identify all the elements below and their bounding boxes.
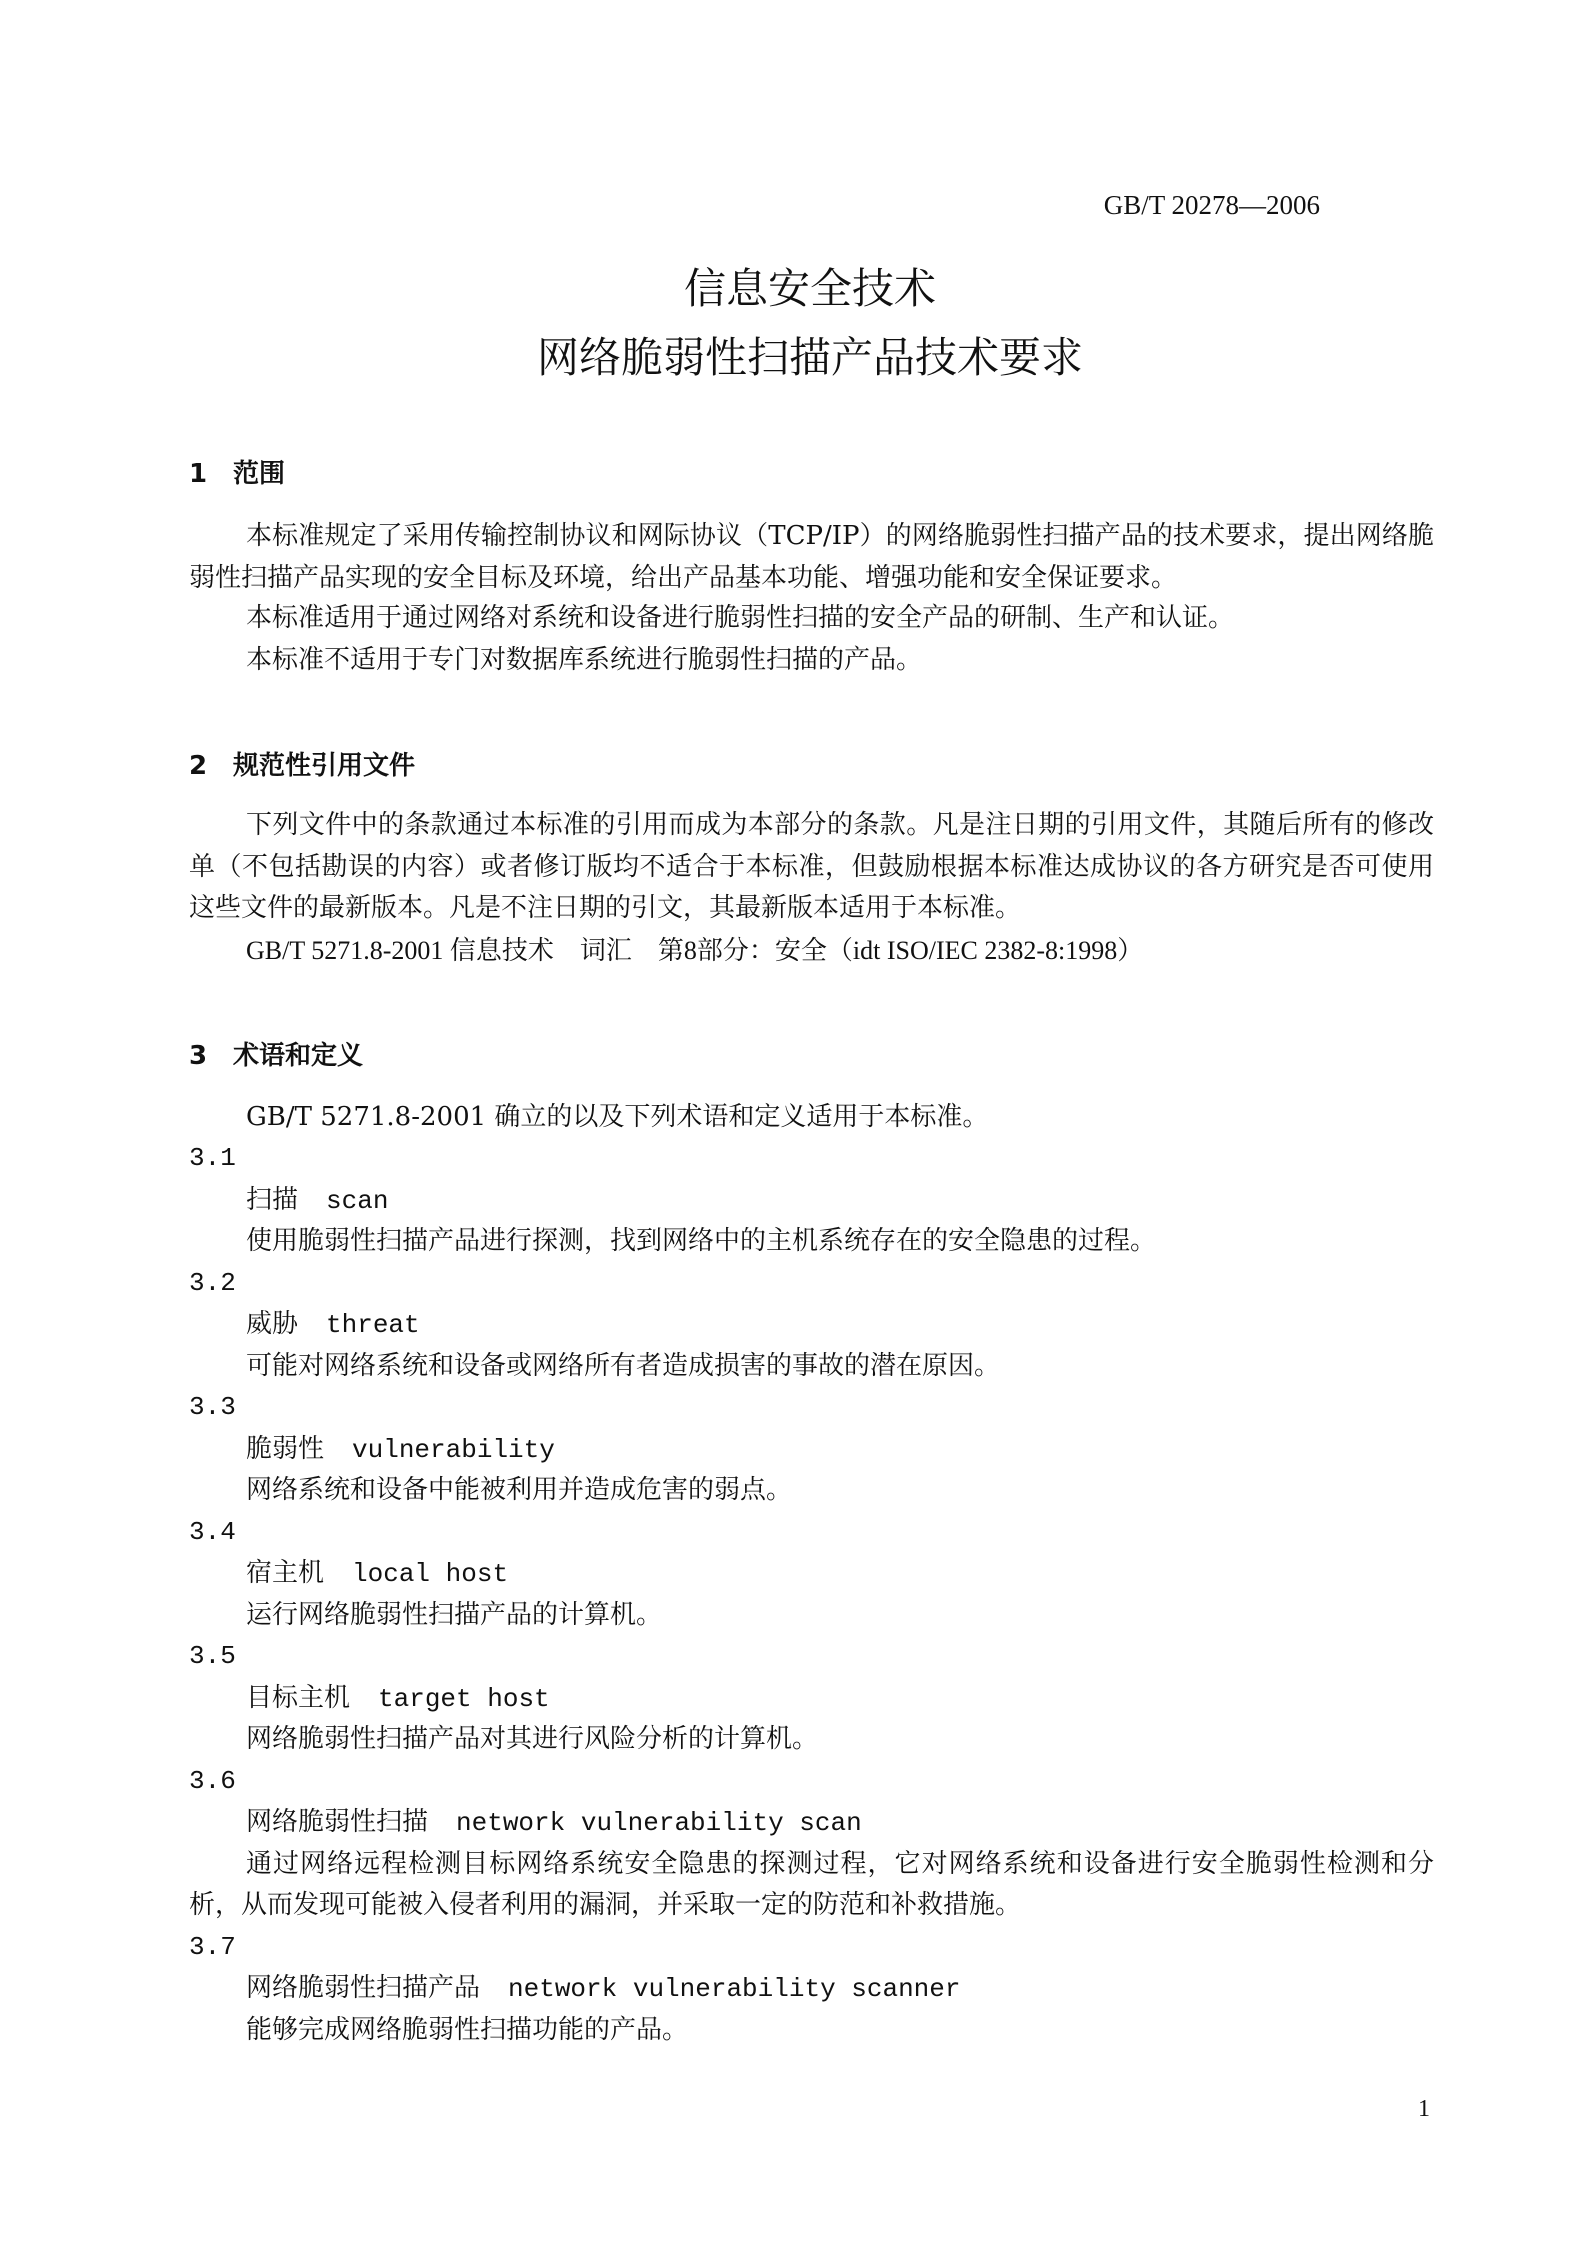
- term-zh: 宿主机: [246, 1558, 325, 1588]
- term-number: 3.2: [189, 1267, 236, 1298]
- term-zh: 目标主机: [246, 1682, 351, 1713]
- term-zh: 扫描: [246, 1184, 299, 1215]
- paragraph: 下列文件中的条款通过本标准的引用而成为本部分的条款。凡是注日期的引用文件，其随后所有的修改单（不包括勘误的内容）或者修订版均不适合于本标准，但鼓励根据本标准达成协议的各方研究是否可使用这些文件的最新版本。凡是不注日期的引文，其最新版本适用于本标准。: [189, 810, 1434, 923]
- section-1-heading: [189, 454, 285, 494]
- term-zh: 网络脆弱性扫描产品: [246, 1973, 481, 2003]
- term-name: [246, 1802, 862, 1845]
- paragraph: 本标准适用于通过网络对系统和设备进行脆弱性扫描的安全产品的研制、生产和认证。: [246, 603, 1235, 633]
- term-definition: 运行网络脆弱性扫描产品的计算机。: [246, 1599, 663, 1630]
- section-number: 2: [189, 751, 208, 781]
- paragraph: 本标准规定了采用传输控制协议和网际协议（TCP/IP）的网络脆弱性扫描产品的技术要求，提出网络脆弱性扫描产品实现的安全目标及环境，给出产品基本功能、增强功能和安全保证要求。: [189, 521, 1434, 593]
- title-line-1: 信息安全技术: [683, 264, 936, 313]
- term-zh: 威胁: [246, 1309, 299, 1339]
- term-number: 3.4: [189, 1516, 236, 1547]
- term-definition: 使用脆弱性扫描产品进行探测，找到网络中的主机系统存在的安全隐患的过程。: [246, 1226, 1157, 1256]
- term-en: vulnerability: [352, 1434, 555, 1465]
- section-3-heading: [189, 1036, 363, 1076]
- page-number: 1: [1418, 2096, 1430, 2122]
- section-number: 3: [189, 1041, 208, 1071]
- section-2-heading: [189, 746, 415, 786]
- terms-intro: GB/T 5271.8-2001 确立的以及下列术语和定义适用于本标准。: [246, 1102, 989, 1132]
- term-en: scan: [326, 1185, 389, 1216]
- section-title: 术语和定义: [233, 1041, 364, 1071]
- term-name: [246, 1968, 961, 2011]
- term-definition: 通过网络远程检测目标网络系统安全隐患的探测过程，它对网络系统和设备进行安全脆弱性检测和分析，从而发现可能被入侵者利用的漏洞，并采取一定的防范和补救措施。: [189, 1848, 1434, 1920]
- term-name: [246, 1304, 420, 1347]
- term-en: target host: [378, 1683, 550, 1714]
- term-definition: 网络脆弱性扫描产品对其进行风险分析的计算机。: [246, 1724, 819, 1754]
- section-title: 规范性引用文件: [233, 751, 416, 781]
- term-en: network vulnerability scan: [456, 1808, 862, 1838]
- term-name: [246, 1553, 508, 1596]
- term-number: 3.3: [189, 1392, 236, 1422]
- normative-reference: GB/T 5271.8-2001 信息技术 词汇 第8部分：安全（idt ISO/IEC 2382-8:1998）: [246, 936, 1144, 965]
- term-en: threat: [326, 1310, 420, 1340]
- term-name: [246, 1678, 550, 1721]
- term-number: 3.7: [189, 1931, 236, 1962]
- term-number: 3.5: [189, 1641, 236, 1671]
- title-line-2: 网络脆弱性扫描产品技术要求: [536, 333, 1083, 382]
- section-number: 1: [189, 459, 208, 489]
- term-name: [246, 1180, 388, 1223]
- term-en: network vulnerability scanner: [508, 1974, 961, 2004]
- term-definition: 能够完成网络脆弱性扫描功能的产品。: [246, 2014, 689, 2045]
- term-definition: 网络系统和设备中能被利用并造成危害的弱点。: [246, 1475, 793, 1505]
- term-zh: 脆弱性: [246, 1433, 325, 1464]
- term-zh: 网络脆弱性扫描: [246, 1807, 429, 1837]
- term-definition: 可能对网络系统和设备或网络所有者造成损害的事故的潜在原因。: [246, 1350, 1001, 1381]
- term-number: 3.1: [189, 1143, 236, 1173]
- section-title: 范围: [233, 459, 286, 489]
- term-name: [246, 1429, 555, 1472]
- standard-number: GB/T 20278—2006: [1103, 190, 1320, 220]
- term-en: local host: [352, 1559, 509, 1589]
- term-number: 3.6: [189, 1765, 236, 1796]
- paragraph: 本标准不适用于专门对数据库系统进行脆弱性扫描的产品。: [246, 645, 923, 675]
